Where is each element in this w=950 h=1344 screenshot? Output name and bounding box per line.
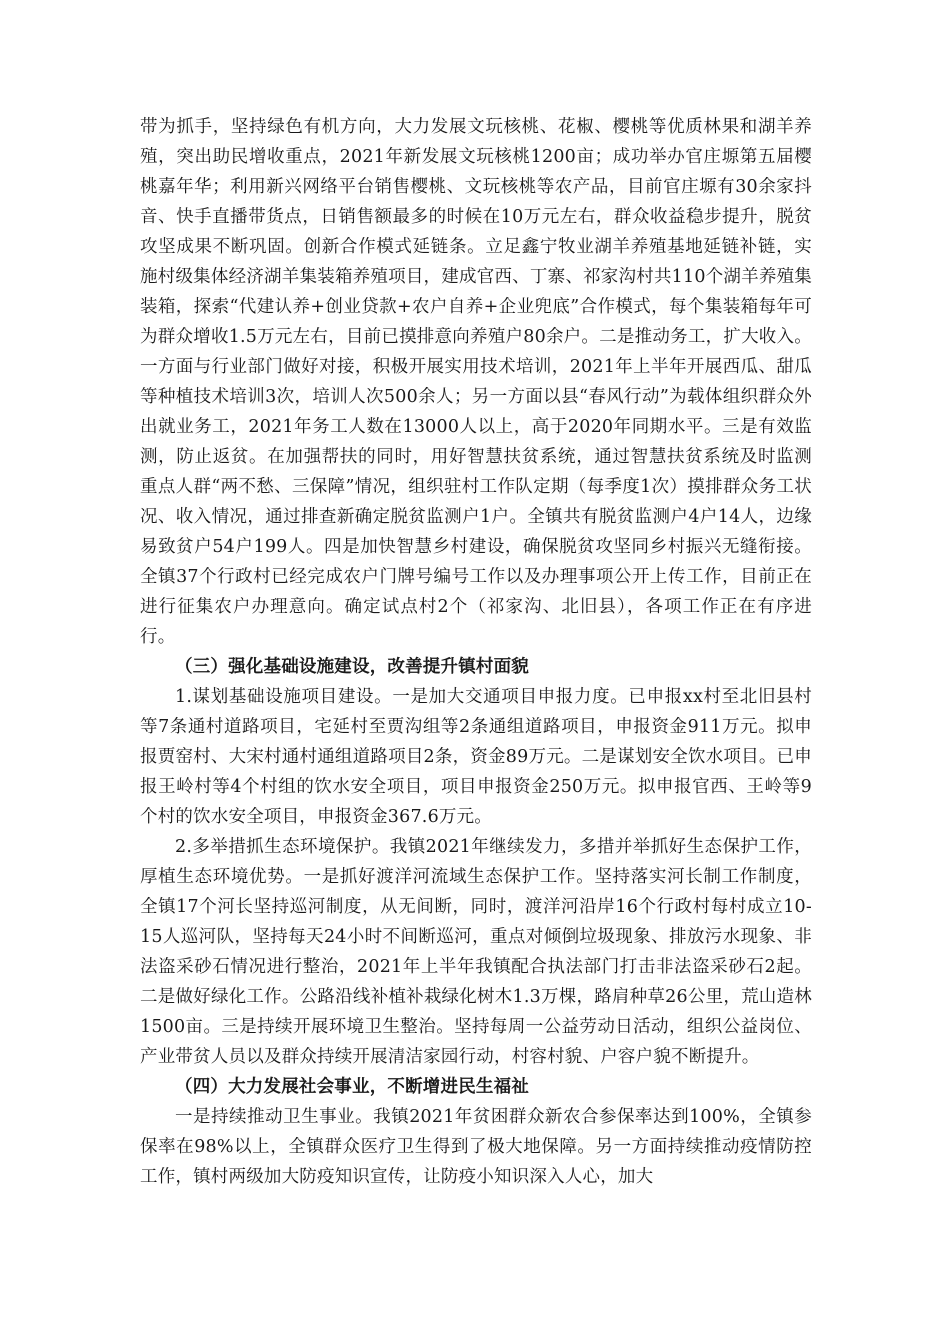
paragraph-ecology: 2.多举措抓生态环境保护。我镇2021年继续发力，多措并举抓好生态保护工作，厚植生态环境优势。一是抓好渡洋河流域生态保护工作。坚持落实河长制工作制度，全镇17个河长坚持巡河制度，从无间断，同时，渡洋河沿岸16个行政村每村成立10-15人巡河队，坚持每天24小时不间断巡河，重点对倾倒垃圾现象、排放污水现象、非法盗采砂石情况进行整治，2021年上半年我镇配合执法部门打击非法盗采砂石2起。二是做好绿化工作。公路沿线补植补栽绿化树木1.3万棵，路肩种草26公里，荒山造林1500亩。三是持续开展环境卫生整治。坚持每周一公益劳动日活动，组织公益岗位、产业带贫人员以及群众持续开展清洁家园行动，村容村貌、户容户貌不断提升。 — [140, 837, 812, 1067]
paragraph-continuation: 带为抓手，坚持绿色有机方向，大力发展文玩核桃、花椒、樱桃等优质林果和湖羊养殖，突出助民增收重点，2021年新发展文玩核桃1200亩；成功举办官庄塬第五届樱桃嘉年华；利用新兴网络平台销售樱桃、文玩核桃等农产品，目前官庄塬有30余家抖音、快手直播带货点，日销售额最多的时候在10万元左右，群众收益稳步提升，脱贫攻坚成果不断巩固。创新合作模式延链条。立足鑫宁牧业湖羊养殖基地延链补链，实施村级集体经济湖羊集装箱养殖项目，建成官西、丁寨、祁家沟村共110个湖羊养殖集装箱，探索“代建认养+创业贷款+农户自养+企业兜底”合作模式，每个集装箱每年可为群众增收1.5万元左右，目前已摸排意向养殖户80余户。二是推动务工，扩大收入。一方面与行业部门做好对接，积极开展实用技术培训，2021年上半年开展西瓜、甜瓜等种植技术培训3次，培训人次500余人；另一方面以县“春风行动”为载体组织群众外出就业务工，2021年务工人数在13000人以上，高于2020年同期水平。三是有效监测，防止返贫。在加强帮扶的同时，用好智慧扶贫系统，通过智慧扶贫系统及时监测重点人群“两不愁、三保障”情况，组织驻村工作队定期（每季度1次）摸排群众务工状况、收入情况，通过排查新确定脱贫监测户1户。全镇共有脱贫监测户4户14人，边缘易致贫户54户199人。四是加快智慧乡村建设，确保脱贫攻坚同乡村振兴无缝衔接。全镇37个行政村已经完成农户门牌号编号工作以及办理事项公开上传工作，目前正在进行征集农户办理意向。确定试点村2个（祁家沟、北旧县），各项工作正在有序进行。 — [140, 117, 812, 647]
section-heading-3: （三）强化基础设施建设，改善提升镇村面貌 — [175, 657, 529, 677]
paragraph-health: 一是持续推动卫生事业。我镇2021年贫困群众新农合参保率达到100%，全镇参保率在98%以上，全镇群众医疗卫生得到了极大地保障。另一方面持续推动疫情防控工作，镇村两级加大防疫知识宣传，让防疫小知识深入人心，加大 — [140, 1107, 812, 1187]
document-page — [140, 112, 812, 1192]
paragraph-infrastructure: 1.谋划基础设施项目建设。一是加大交通项目申报力度。已申报xx村至北旧县村等7条通村道路项目，宅延村至贾沟组等2条通组道路项目，申报资金911万元。拟申报贾窑村、大宋村通村通组道路项目2条，资金89万元。二是谋划安全饮水项目。已申报王岭村等4个村组的饮水安全项目，项目申报资金250万元。拟申报官西、王岭等9个村的饮水安全项目，申报资金367.6万元。 — [140, 687, 812, 827]
section-heading-4: （四）大力发展社会事业，不断增进民生福祉 — [175, 1077, 529, 1097]
